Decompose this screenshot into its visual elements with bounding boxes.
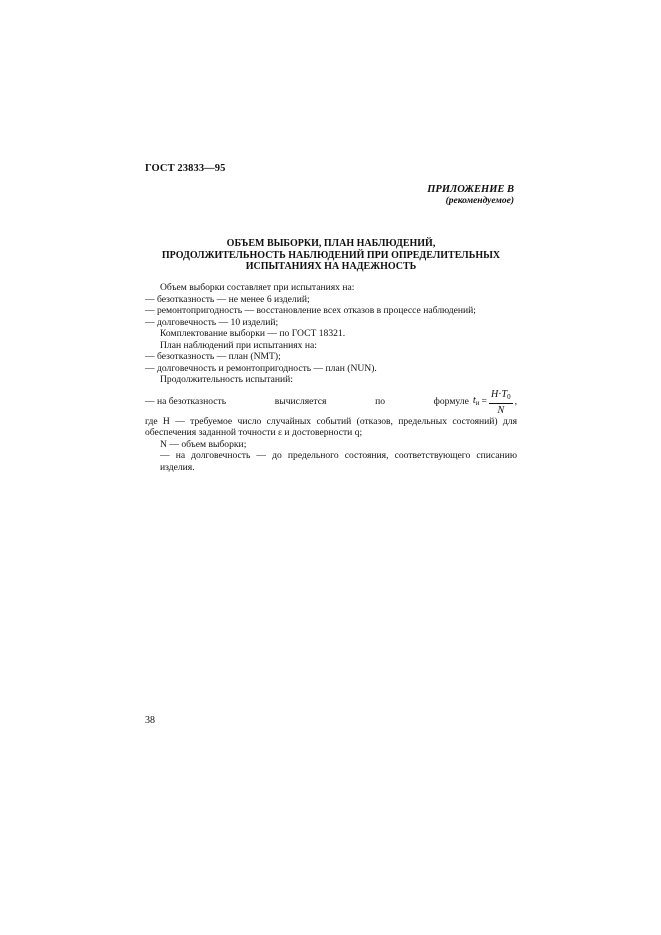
formula-prefix: — на безотказность вычисляется по формуле bbox=[145, 396, 469, 408]
formula-denominator: N bbox=[497, 404, 505, 416]
formula-fraction bbox=[489, 389, 513, 416]
appendix-label bbox=[427, 183, 514, 207]
page-number: 38 bbox=[145, 715, 155, 726]
durability-paragraph: — на долговечность — до предельного состояния, соответствующего списанию изделия. bbox=[160, 450, 517, 473]
body-text bbox=[145, 282, 517, 473]
section-title bbox=[145, 238, 517, 273]
section-title-line: ИСПЫТАНИЯХ НА НАДЕЖНОСТЬ bbox=[245, 261, 417, 272]
formula-comma: , bbox=[514, 396, 517, 408]
list-item: — долговечность — 10 изделий; bbox=[145, 316, 279, 328]
completion-paragraph: Комплектование выборки — по ГОСТ 18321. bbox=[160, 328, 346, 339]
appendix-title: ПРИЛОЖЕНИЕ В bbox=[427, 184, 514, 195]
list-item: — безотказность — не менее 6 изделий; bbox=[145, 293, 310, 305]
plan-intro: План наблюдений при испытаниях на: bbox=[160, 339, 317, 351]
list-item: — ремонтопригодность — восстановление всех отказов в процессе наблюдений; bbox=[145, 305, 476, 316]
sample-intro: Объем выборки составляет при испытаниях на: bbox=[160, 282, 355, 293]
list-item: — безотказность — план (NMT); bbox=[145, 351, 281, 362]
duration-formula bbox=[473, 389, 517, 416]
duration-intro: Продолжительность испытаний: bbox=[160, 374, 293, 385]
n-definition: N — объем выборки; bbox=[160, 438, 247, 450]
section-title-line: ОБЪЕМ ВЫБОРКИ, ПЛАН НАБЛЮДЕНИЙ, bbox=[226, 238, 436, 249]
section-title-line: ПРОДОЛЖИТЕЛЬНОСТЬ НАБЛЮДЕНИЙ ПРИ ОПРЕДЕЛИТЕЛЬНЫХ bbox=[161, 249, 501, 261]
formula-equals: = bbox=[481, 396, 487, 408]
list-item: — долговечность и ремонтопригодность — план (NUN). bbox=[145, 362, 377, 374]
formula-numerator: $H\cdot T_0$ bbox=[489, 389, 513, 404]
appendix-note: (рекомендуемое) bbox=[445, 196, 514, 206]
formula-row bbox=[145, 389, 517, 416]
where-paragraph: где H — требуемое число случайных событий (отказов, предельных состояний) для обеспечения заданной точности ε и достоверности q; bbox=[145, 415, 517, 438]
formula-lhs: $t_и$ bbox=[472, 394, 480, 407]
running-head: ГОСТ 23833—95 bbox=[145, 163, 226, 174]
